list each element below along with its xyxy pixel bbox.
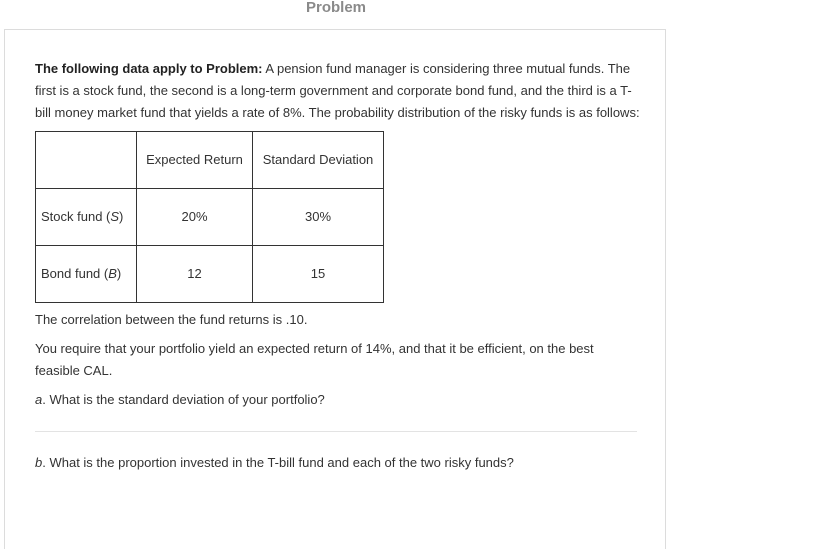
- row-label-close: ): [119, 209, 124, 224]
- row-label-symbol: S: [110, 209, 120, 224]
- intro-bold-label: The following data apply to Problem:: [35, 61, 263, 76]
- correlation-text: The correlation between the fund returns is .10.: [35, 312, 308, 327]
- fund-table: [35, 131, 384, 303]
- row-label-text: Bond fund (: [41, 266, 109, 281]
- row-label-bond: [36, 246, 137, 303]
- table-row: [36, 246, 384, 303]
- page-title: Problem: [305, 0, 366, 16]
- question-a-letter: a: [35, 392, 43, 407]
- row-label-text: Stock fund (: [41, 209, 111, 224]
- question-b-letter: b: [35, 455, 43, 470]
- table-row: [36, 189, 384, 246]
- cell-std-dev: 15: [253, 246, 384, 303]
- cell-expected-return: 20%: [137, 189, 253, 246]
- question-divider: [35, 431, 637, 432]
- intro-text: A pension fund manager is considering three mutual funds. The first is a stock fund, the second is a long-term government and corporate bond fund, and the third is a T-bill money market fund that yields a rate of 8%. The probability distribution of the risky funds is as follows:: [35, 61, 640, 120]
- row-label-symbol: B: [108, 266, 117, 281]
- table-header-row: [36, 132, 384, 189]
- cell-expected-return: 12: [137, 246, 253, 303]
- requirement-text: You require that your portfolio yield an expected return of 14%, and that it be efficient, on the best feasible CAL.: [35, 341, 594, 378]
- cell-std-dev: 30%: [253, 189, 384, 246]
- table-header-expected-return: Expected Return: [137, 132, 253, 189]
- table-header-empty: [36, 132, 137, 189]
- question-b-text: . What is the proportion invested in the T-bill fund and each of the two risky funds?: [42, 455, 514, 470]
- question-a-text: . What is the standard deviation of your portfolio?: [42, 392, 325, 407]
- question-b: [35, 452, 640, 474]
- row-label-close: ): [116, 266, 122, 281]
- question-a: [35, 389, 640, 411]
- row-label-stock: [36, 189, 137, 246]
- intro-paragraph: [35, 58, 640, 124]
- problem-content: [35, 58, 640, 474]
- table-header-std-dev: Standard Deviation: [253, 132, 384, 189]
